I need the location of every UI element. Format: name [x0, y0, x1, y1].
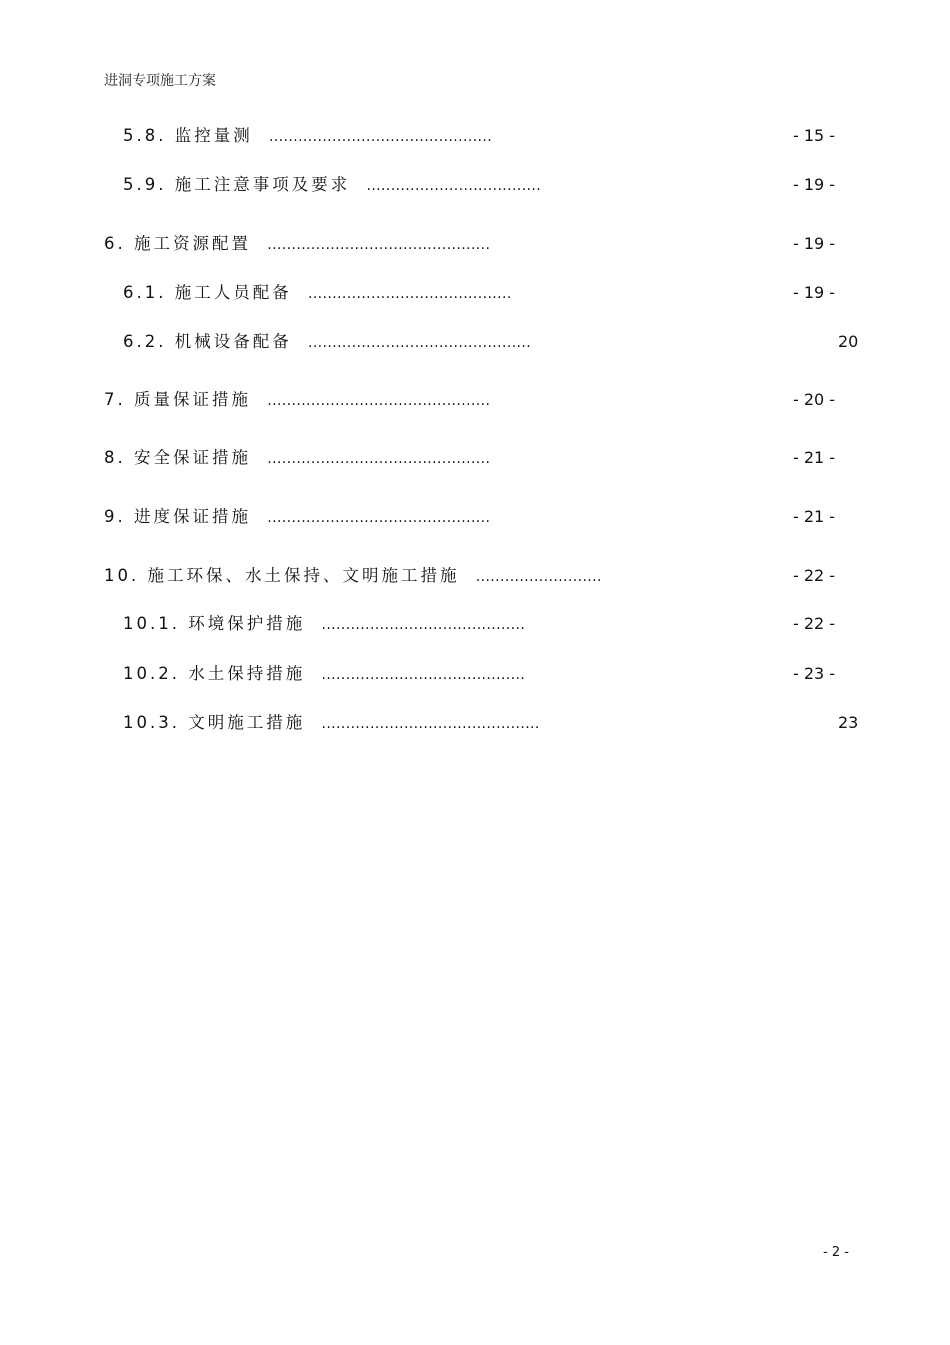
toc-entry-title: 6.1. 施工人员配备 [123, 283, 292, 302]
toc-entry-page: - 22 - [793, 566, 836, 585]
toc-entry [123, 711, 540, 735]
toc-entry-page: - 19 - [793, 283, 836, 302]
toc-entry-title: 6.2. 机械设备配备 [123, 332, 292, 351]
toc-entry [123, 124, 492, 148]
toc-leader: .......................... [475, 569, 602, 585]
toc-leader: .............................................. [267, 510, 491, 526]
toc-leader: .............................................. [267, 237, 491, 253]
toc-entry-title: 9. 进度保证措施 [104, 507, 251, 526]
toc-leader: .......................................... [307, 286, 512, 302]
toc-entry-page: - 19 - [793, 234, 836, 253]
toc-entry [104, 505, 490, 529]
toc-entry [123, 662, 525, 686]
toc-entry [123, 281, 512, 305]
toc-entry [123, 330, 531, 354]
toc-entry-title: 10.1. 环境保护措施 [123, 614, 306, 633]
toc-entry [123, 612, 525, 636]
toc-leader: .......................................... [321, 617, 526, 633]
toc-leader: .............................................. [307, 335, 532, 351]
toc-entry-page: - 23 - [793, 664, 836, 683]
toc-entry-title: 6. 施工资源配置 [104, 234, 251, 253]
toc-entry-page: - 19 - [793, 175, 836, 194]
toc-entry [104, 232, 490, 256]
toc-entry-page: - 21 - [793, 448, 836, 467]
toc-entry-title: 7. 质量保证措施 [104, 390, 251, 409]
toc-entry-title: 10. 施工环保、水土保持、文明施工措施 [104, 566, 460, 585]
toc-leader: ............................................. [321, 716, 540, 732]
toc-entry-page: - 15 - [793, 126, 836, 145]
toc-entry-page: 23 [838, 713, 859, 732]
toc-entry-title: 10.3. 文明施工措施 [123, 713, 306, 732]
page-number: - 2 - [823, 1245, 849, 1260]
toc-entry [104, 388, 490, 412]
toc-entry [123, 173, 541, 197]
toc-entry-page: 20 [838, 332, 859, 351]
toc-leader: .............................................. [268, 129, 493, 145]
toc-leader: .................................... [366, 178, 542, 194]
toc-entry-title: 10.2. 水土保持措施 [123, 664, 306, 683]
toc-leader: .............................................. [267, 393, 491, 409]
toc-entry-title: 5.8. 监控量测 [123, 126, 253, 145]
toc-entry-page: - 21 - [793, 507, 836, 526]
toc-entry-title: 8. 安全保证措施 [104, 448, 251, 467]
toc-entry [104, 564, 602, 588]
toc-entry-page: - 22 - [793, 614, 836, 633]
toc-leader: .......................................... [321, 667, 526, 683]
toc-entry-title: 5.9. 施工注意事项及要求 [123, 175, 351, 194]
toc-entry [104, 446, 490, 470]
document-header-title: 进洞专项施工方案 [104, 73, 216, 89]
toc-entry-page: - 20 - [793, 390, 836, 409]
toc-leader: .............................................. [267, 451, 491, 467]
